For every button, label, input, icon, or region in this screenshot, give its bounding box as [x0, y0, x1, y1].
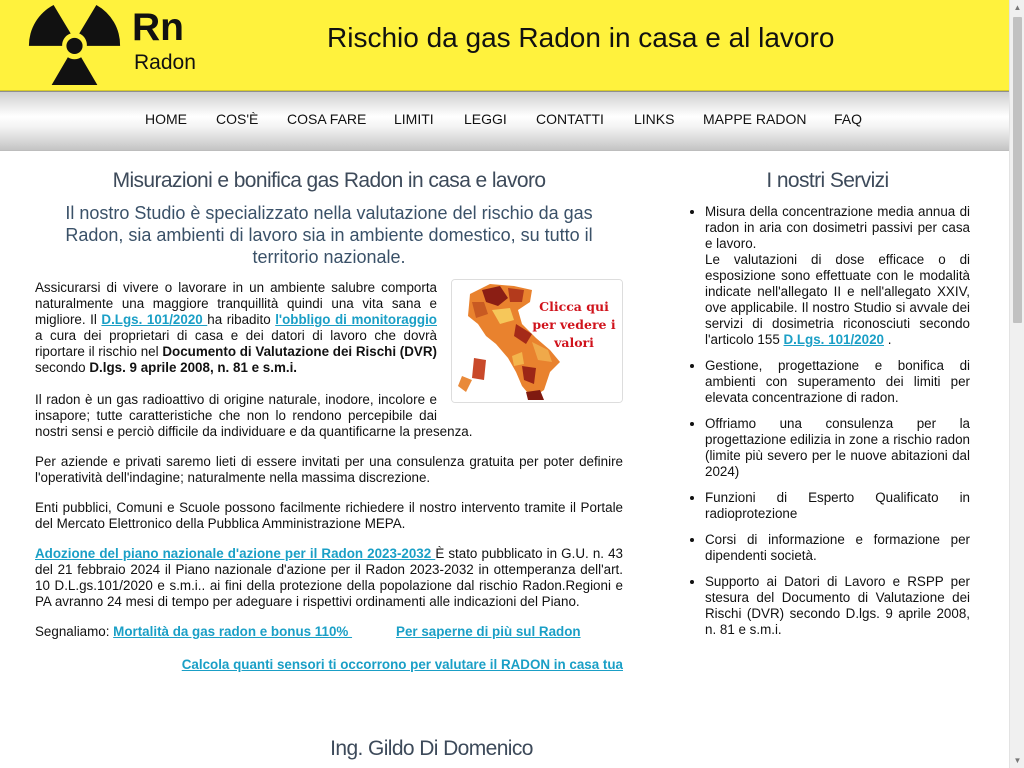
service-dlgs-link[interactable]: D.Lgs. 101/2020 [783, 332, 884, 347]
service-item: • Funzioni di Esperto Qualificato in radioprotezione [705, 490, 970, 522]
obbligo-monitoraggio-link[interactable]: l'obbligo di monitoraggio [275, 312, 437, 327]
nav-faq[interactable]: FAQ [834, 111, 863, 127]
piano-nazionale-paragraph: Adozione del piano nazionale d'azione per il Radon 2023-2032 È stato pubblicato in G.U. n. 43 del 21 febbraio 2024 il Piano nazionale d'azione per il Radon 2023-2032 in ottemperanza dell'art. 10 D.L.gs.101/2020 e s.m.i.. ai fini della protezione della popolazione dal rischio Radon.Regioni e PA avranno 24 mesi di tempo per adeguare i rispettivi ordinamenti alle indicazioni del Piano. [35, 546, 623, 609]
mortalita-bonus-link[interactable]: Mortalità da gas radon e bonus 110% [113, 624, 353, 639]
author-name: Ing. Gildo Di Domenico [330, 737, 533, 760]
scrollbar-thumb[interactable] [1013, 17, 1022, 323]
service-item: • Corsi di informazione e formazione per dipendenti società. [705, 532, 970, 564]
lead-text: Il nostro Studio è specializzato nella valutazione del rischio da gas Radon, sia ambienti di lavoro sia in ambiente domestico, su tutto il territorio nazionale. [65, 203, 593, 267]
logo-name: Radon [134, 51, 196, 74]
radiation-icon[interactable] [27, 3, 122, 85]
mepa-paragraph: Enti pubblici, Comuni e Scuole possono facilmente richiedere il nostro intervento tramite il Portale del Mercato Elettronico della Pubblica Amministrazione MEPA. [35, 500, 623, 531]
service-item: • Supporto ai Datori di Lavoro e RSPP per stesura del Documento di Valutazione dei Rischi (DVR) secondo D.lgs. 9 aprile 2008, n. 81 e s.m.i. [705, 574, 970, 638]
calcola-sensori-link[interactable]: Calcola quanti sensori ti occorrono per valutare il RADON in casa tua [181, 657, 623, 672]
radon-map-image[interactable] [451, 279, 623, 403]
site-title: Rischio da gas Radon in casa e al lavoro [327, 22, 835, 53]
service-item: • Gestione, progettazione e bonifica di ambienti con superamento dei limiti per elevata concentrazione di radon. [705, 358, 970, 406]
main-content [35, 150, 623, 673]
saperne-di-piu-link[interactable]: Per saperne di più sul Radon [396, 624, 581, 639]
consultation-paragraph: Per aziende e privati saremo lieti di essere invitati per una consulenza gratuita per poter definire l'operatività dell'indagine; naturalmente nella massima discrezione. [35, 454, 623, 485]
intro-paragraph: Assicurarsi di vivere o lavorare in un ambiente salubre comporta naturalmente una maggiore tranquillità quindi una vita sana e migliore. Il D.Lgs. 101/2020 ha ribadito l'obbligo di monitoraggio a cura dei proprietari di casa e dei datori di lavoro che dovrà riportare il rischio nel Documento di Valutazione dei Rischi (DVR) secondo D.lgs. 9 aprile 2008, n. 81 e s.m.i. [35, 280, 437, 375]
site-header [0, 0, 1009, 91]
nav-mappe-radon[interactable]: MAPPE RADON [703, 111, 807, 127]
nav-home[interactable]: HOME [145, 111, 187, 127]
main-heading: Misurazioni e bonifica gas Radon in casa e lavoro [112, 169, 546, 192]
signal-line: Segnaliamo: Mortalità da gas radon e bonus 110% Per saperne di più sul Radon [35, 624, 581, 639]
nav-limiti[interactable]: LIMITI [394, 111, 434, 127]
nav-cose[interactable]: COS'È [216, 111, 259, 127]
nav-links[interactable]: LINKS [634, 111, 675, 127]
logo-symbol: Rn [132, 6, 184, 49]
services-heading: I nostri Servizi [766, 169, 889, 192]
nav-contatti[interactable]: CONTATTI [536, 111, 604, 127]
services-list [685, 204, 970, 638]
page-scrollbar[interactable] [1009, 0, 1024, 768]
calc-line [35, 657, 623, 673]
nav-leggi[interactable]: LEGGI [464, 111, 507, 127]
map-caption: Clicca qui per vedere i valori [532, 299, 616, 350]
piano-nazionale-link[interactable]: Adozione del piano nazionale d'azione per il Radon 2023-2032 [35, 546, 436, 561]
main-nav [0, 91, 1009, 151]
radon-description: Il radon è un gas radioattivo di origine naturale, inodore, incolore e insapore; tutte caratteristiche che non lo rendono percepibile dai nostri sensi e perciò difficile da individuare e da quantificarne la presenza. [35, 392, 473, 439]
nav-cosa-fare[interactable]: COSA FARE [287, 111, 367, 127]
services-sidebar [685, 150, 970, 648]
dlgs-101-2020-link[interactable]: D.Lgs. 101/2020 [101, 312, 208, 327]
service-item: • Offriamo una consulenza per la progettazione edilizia in zone a rischio radon (limite più severo per le nuove abitazioni dal 2024) [705, 416, 970, 480]
scroll-up-arrow-icon[interactable]: ▲ [1013, 3, 1022, 12]
scroll-down-arrow-icon[interactable]: ▼ [1013, 756, 1022, 765]
service-item: • Misura della concentrazione media annua di radon in aria con dosimetri passivi per casa e lavoro. Le valutazioni di dose efficace o di esposizione sono effettuate con le modalità indicate nell'allegato II e nell'allegato XXIV, ove applicabile. Il nostro Studio si avvale dei servizi di dosimetria riconosciuti secondo l'articolo 155 D.Lgs. 101/2020 . [705, 204, 970, 348]
